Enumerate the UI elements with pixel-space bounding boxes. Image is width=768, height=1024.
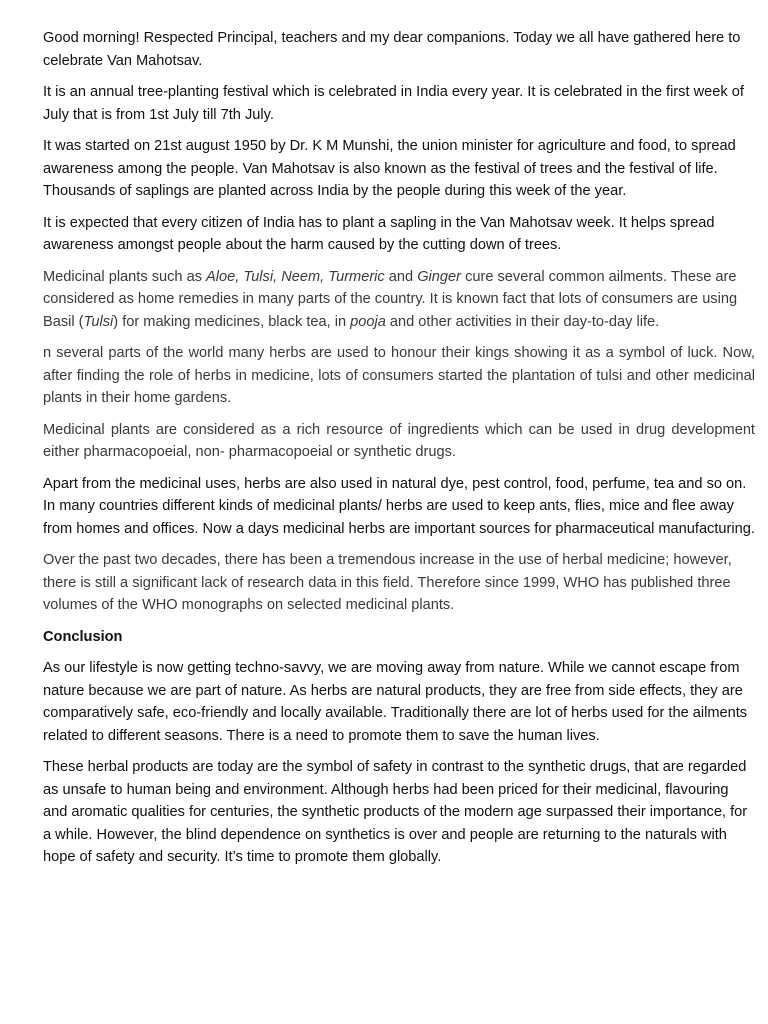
- paragraph-medicinal-plants: [43, 266, 755, 334]
- paragraph-festival-intro: It is an annual tree-planting festival which is celebrated in India every year. It is celebrated in the first week of July that is from 1st July till 7th July.: [43, 84, 744, 123]
- document-page: [43, 27, 755, 878]
- paragraph-who: Over the past two decades, there has been a tremendous increase in the use of herbal medicine; however, there is still a significant lack of research data in this field. Therefore since 1999, WHO has published three volumes of the WHO monographs on selected medicinal plants.: [43, 552, 732, 613]
- text-run: and: [384, 268, 418, 285]
- paragraph-citizen-duty: It is expected that every citizen of India has to plant a sapling in the Van Mahotsav week. It helps spread awareness amongst people about the harm caused by the cutting down of trees.: [43, 214, 715, 253]
- paragraph-conclusion-1: As our lifestyle is now getting techno-savvy, we are moving away from nature. While we cannot escape from nature because we are part of nature. As herbs are natural products, they are free from side effects, they are comparatively safe, eco-friendly and locally available. Traditionally there are lot of herbs used for the ailments related to different seasons. There is a need to promote them to save the human lives.: [43, 660, 748, 744]
- paragraph-conclusion-2: These herbal products are today are the symbol of safety in contrast to the synthetic drugs, that are regarded as unsafe to human being and environment. Although herbs had been priced for their medicinal, flavouring and aromatic qualities for centuries, the synthetic products of the modern age surpassed their importance, for a while. However, the blind dependence on synthetics is over and people are returning to the naturals with hope of safety and security. It’s time to promote them globally.: [43, 759, 748, 865]
- paragraph-history: It was started on 21st august 1950 by Dr. K M Munshi, the union minister for agriculture and food, to spread awareness among the people. Van Mahotsav is also known as the festival of trees and the festival of life. Thousands of saplings are planted across India by the people during this week of the year.: [43, 138, 736, 199]
- paragraph-other-uses: Apart from the medicinal uses, herbs are also used in natural dye, pest control, food, perfume, tea and so on. In many countries different kinds of medicinal plants/ herbs are used to keep ants, flies, mice and flee away from homes and offices. Now a days medicinal herbs are important sources for pharmaceutical manufacturing.: [43, 475, 755, 537]
- paragraph-greeting: Good morning! Respected Principal, teachers and my dear companions. Today we all have gathered here to celebrate Van Mahotsav.: [43, 30, 741, 69]
- text-run: cure several common ailments. These are considered as home remedies in many parts of the country. It is known fact that lots of consumers are using Basil (: [43, 268, 738, 330]
- paragraph-herbs-luck: n several parts of the world many herbs are used to honour their kings showing it as a symbol of luck. Now, after finding the role of herbs in medicine, lots of consumers started the plantation of tulsi and other medicinal plants in their home gardens.: [43, 345, 755, 406]
- italic-run: Aloe, Tulsi, Neem, Turmeric: [206, 268, 385, 285]
- text-run: and other activities in their day-to-day life.: [385, 313, 660, 330]
- text-run: Medicinal plants such as: [43, 268, 207, 285]
- text-run: ) for making medicines, black tea, in: [113, 313, 351, 330]
- italic-run: Ginger: [417, 268, 462, 285]
- paragraph-resource: Medicinal plants are considered as a rich resource of ingredients which can be used in drug development either pharmacopoeial, non- pharmacopoeial or synthetic drugs.: [43, 421, 755, 460]
- italic-run: Tulsi: [83, 313, 114, 330]
- conclusion-heading: Conclusion: [43, 628, 123, 645]
- italic-run: pooja: [350, 313, 386, 330]
